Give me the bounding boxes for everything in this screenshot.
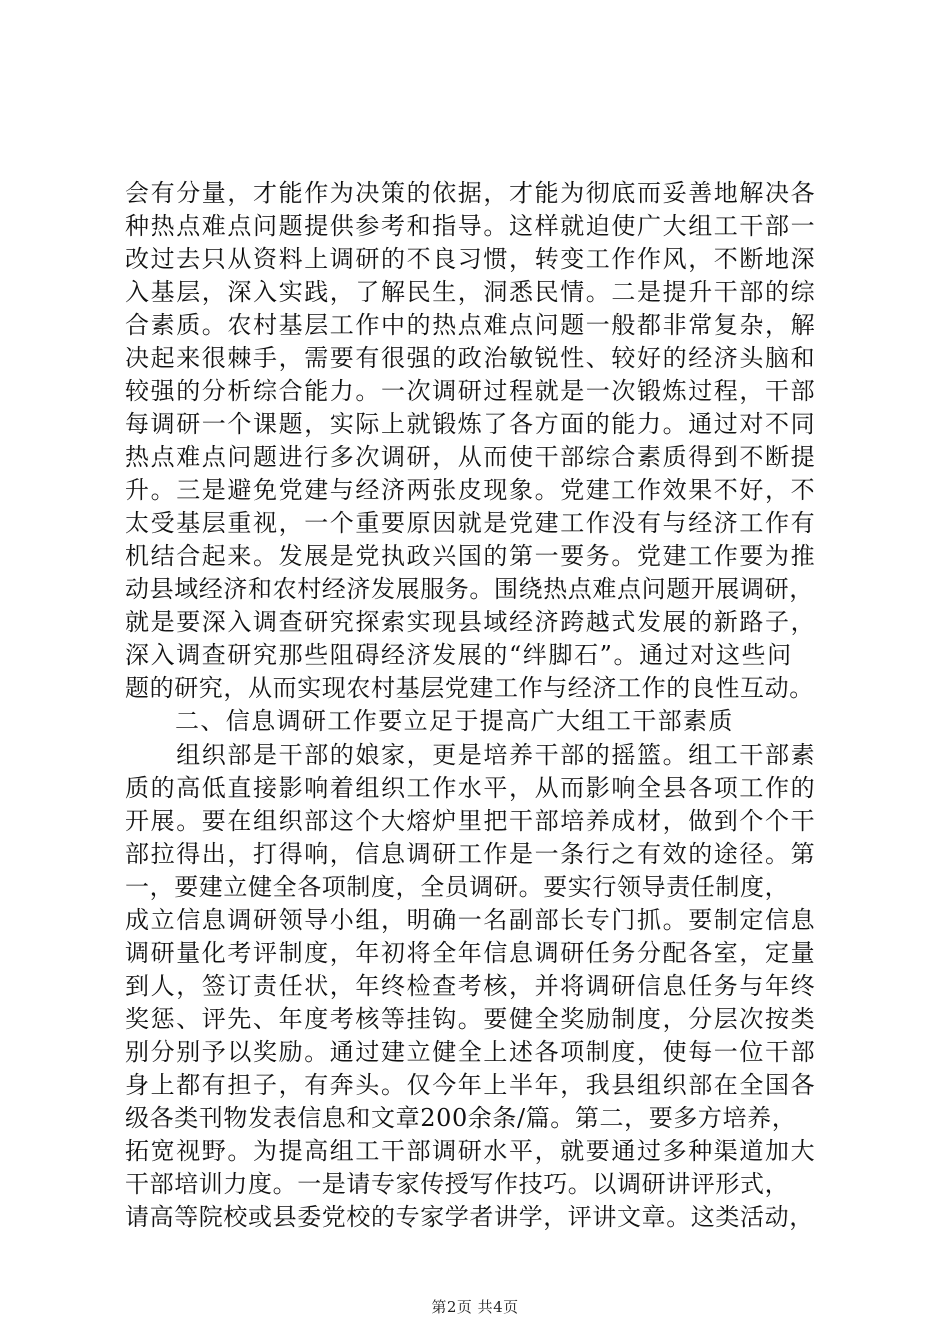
text-line: 合素质。农村基层工作中的热点难点问题一般都非常复杂，解: [125, 311, 817, 339]
text-line: 太受基层重视，一个重要原因就是党建工作没有与经济工作有: [125, 509, 817, 537]
text-line: 质的高低直接影响着组织工作水平，从而影响全县各项工作的: [125, 774, 817, 802]
text-line: 就是要深入调查研究探索实现县域经济跨越式发展的新路子，: [125, 608, 817, 636]
text-line: 拓宽视野。为提高组工干部调研水平，就要通过多种渠道加大: [125, 1137, 817, 1165]
text-line: 级各类刊物发表信息和文章200余条/篇。第二，要多方培养，: [125, 1104, 797, 1132]
text-line: 题的研究，从而实现农村基层党建工作与经济工作的良性互动。: [125, 674, 814, 702]
section-heading: 二、信息调研工作要立足于提高广大组工干部素质: [175, 707, 734, 735]
text-line: 一，要建立健全各项制度，全员调研。要实行领导责任制度，: [125, 873, 790, 901]
text-line: 别分别予以奖励。通过建立健全上述各项制度，使每一位干部: [125, 1038, 817, 1066]
paragraph-1: [125, 177, 840, 705]
text-line: 决起来很棘手，需要有很强的政治敏锐性、较好的经济头脑和: [125, 344, 817, 372]
text-line: 奖惩、评先、年度考核等挂钩。要健全奖励制度，分层次按类: [125, 1005, 817, 1033]
text-line: 深入调查研究那些阻碍经济发展的“绊脚石”。通过对这些问: [125, 641, 793, 669]
text-line: 成立信息调研领导小组，明确一名副部长专门抓。要制定信息: [125, 906, 817, 934]
text-line: 入基层，深入实践，了解民生，洞悉民情。二是提升干部的综: [125, 278, 817, 306]
text-line: 调研量化考评制度，年初将全年信息调研任务分配各室，定量: [125, 939, 817, 967]
text-line: 开展。要在组织部这个大熔炉里把干部培养成材，做到个个干: [125, 807, 817, 835]
text-line: 请高等院校或县委党校的专家学者讲学，评讲文章。这类活动，: [125, 1203, 814, 1231]
text-line: 会有分量，才能作为决策的依据，才能为彻底而妥善地解决各: [125, 179, 817, 207]
text-line: 动县域经济和农村经济发展服务。围绕热点难点问题开展调研，: [125, 575, 814, 603]
paragraph-2: [125, 739, 840, 1234]
text-line: 种热点难点问题提供参考和指导。这样就迫使广大组工干部一: [125, 212, 817, 240]
text-line: 到人，签订责任状，年终检查考核，并将调研信息任务与年终: [125, 972, 817, 1000]
page-footer: 第2页 共4页: [431, 1298, 519, 1316]
text-line: 部拉得出，打得响，信息调研工作是一条行之有效的途径。第: [125, 840, 817, 868]
text-line: 升。三是避免党建与经济两张皮现象。党建工作效果不好，不: [125, 476, 817, 504]
text-line: 身上都有担子，有奔头。仅今年上半年，我县组织部在全国各: [125, 1071, 817, 1099]
text-line: 干部培训力度。一是请专家传授写作技巧。以调研讲评形式，: [125, 1170, 790, 1198]
text-line: 组织部是干部的娘家，更是培养干部的摇篮。组工干部素: [125, 741, 817, 769]
text-line: 热点难点问题进行多次调研，从而使干部综合素质得到不断提: [125, 443, 817, 471]
text-line: 改过去只从资料上调研的不良习惯，转变工作作风，不断地深: [125, 245, 817, 273]
text-line: 每调研一个课题，实际上就锻炼了各方面的能力。通过对不同: [125, 410, 817, 438]
text-line: 机结合起来。发展是党执政兴国的第一要务。党建工作要为推: [125, 542, 817, 570]
text-line: 较强的分析综合能力。一次调研过程就是一次锻炼过程，干部: [125, 377, 817, 405]
